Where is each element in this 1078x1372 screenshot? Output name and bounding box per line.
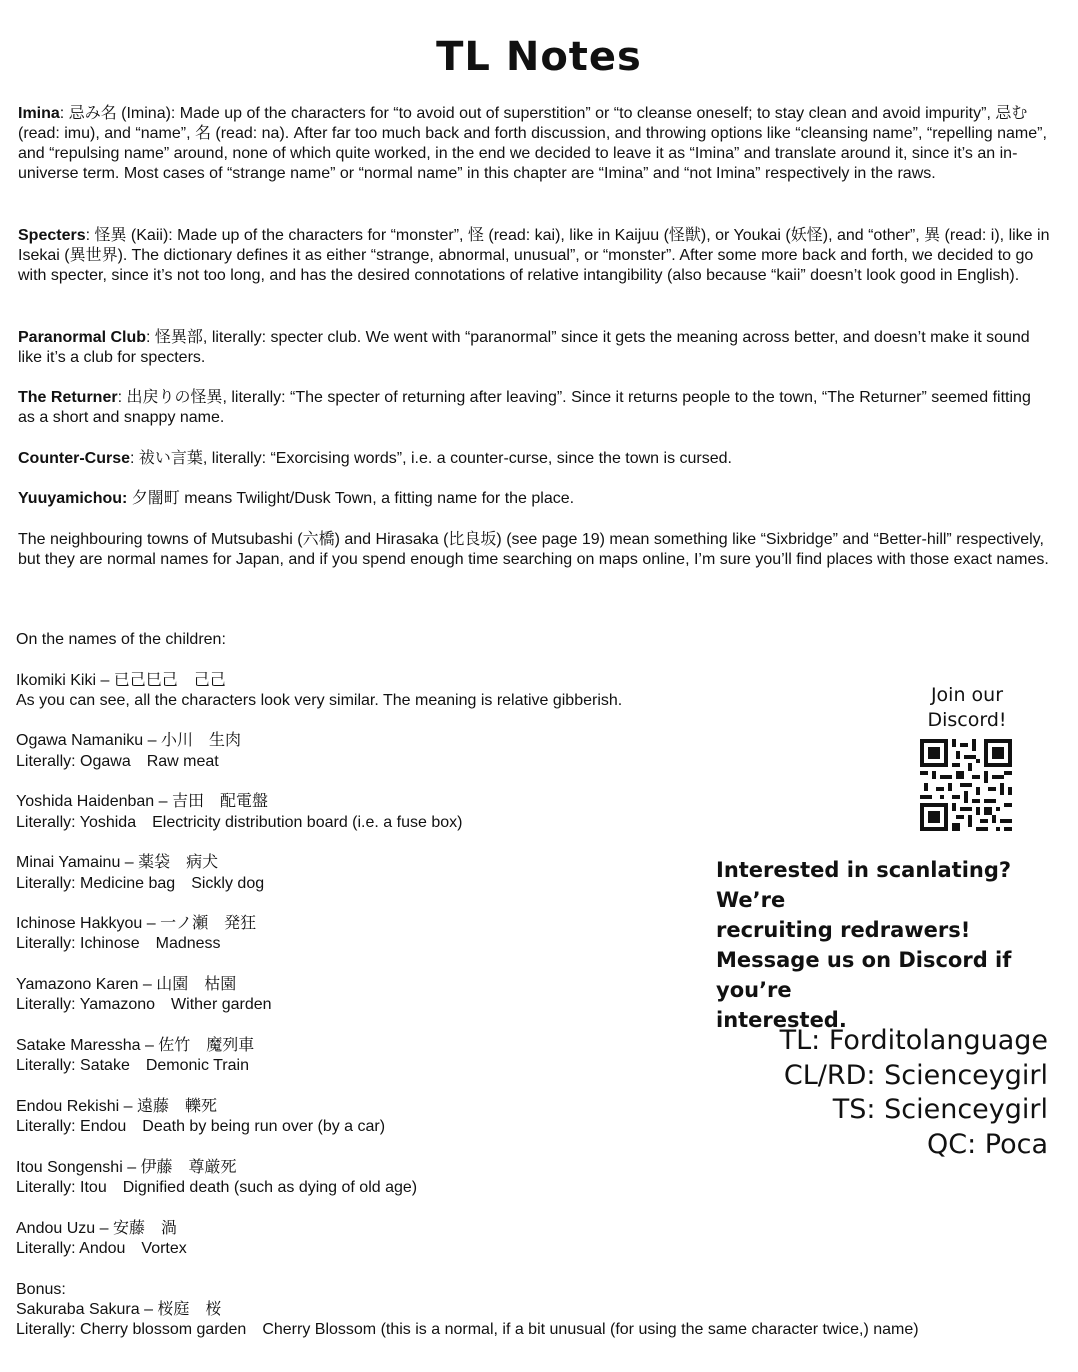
note-the-returner <box>18 388 1050 428</box>
child-name: Ikomiki Kiki – 已己巳己 己己 <box>16 671 226 689</box>
recruit-line: Message us on Discord if you’re <box>716 948 1012 1002</box>
recruit-line: Interested in scanlating? We’re <box>716 858 1012 912</box>
child-meaning: Literally: Satake Demonic Train <box>16 1057 249 1075</box>
child-entry <box>16 731 716 772</box>
child-entry <box>16 975 716 1016</box>
note-yuuyamichou <box>18 489 1050 509</box>
child-entry <box>16 914 716 955</box>
discord-line: Join our <box>930 684 1004 706</box>
note-text: : 怪異 (Kaii): Made up of the characters for “monster”, 怪 (read: kai), like in Kaijuu (怪獣), or Youkai (妖怪), and “other”, 異 (read: i), like in Isekai (異世界). The dictionary defines it as either “strange, abnormal, unusual”, or “monster”. After some more back and forth, we decided to go with specter, since it’s not too long, and has the desired connotations of relative intangibility (also because “kaii” doesn’t look good in English). <box>18 227 1050 284</box>
recruitment-message <box>716 855 1066 1035</box>
child-entry <box>16 792 716 833</box>
child-meaning: Literally: Ichinose Madness <box>16 935 221 953</box>
child-entry <box>16 1219 716 1260</box>
note-paranormal-club <box>18 328 1050 368</box>
child-entry <box>16 1036 716 1077</box>
child-entry <box>16 853 716 894</box>
note-term: Specters <box>18 227 86 244</box>
note-term: Yuuyamichou: <box>18 490 128 507</box>
child-meaning: As you can see, all the characters look very similar. The meaning is relative gibberish. <box>16 691 623 709</box>
note-text: : 怪異部, literally: specter club. We went with “paranormal” since it gets the meaning across better, and doesn’t make it sound like it’s a club for specters. <box>18 329 1030 366</box>
child-meaning: Literally: Ogawa Raw meat <box>16 752 219 770</box>
note-text: 夕闇町 means Twilight/Dusk Town, a fitting name for the place. <box>127 490 575 507</box>
note-specters <box>18 226 1050 286</box>
child-name: Minai Yamainu – 薬袋 病犬 <box>16 854 219 872</box>
child-name: Yamazono Karen – 山園 枯園 <box>16 976 237 994</box>
child-name: Endou Rekishi – 遠藤 轢死 <box>16 1097 217 1115</box>
discord-line: Discord! <box>927 709 1007 731</box>
child-name: Itou Songenshi – 伊藤 尊厳死 <box>16 1158 237 1176</box>
recruit-line: recruiting redrawers! <box>716 918 971 942</box>
child-name: Ichinose Hakkyou – 一ノ瀬 発狂 <box>16 915 257 933</box>
credits <box>780 1024 1048 1162</box>
note-text: : 出戻りの怪異, literally: “The specter of returning after leaving”. Since it returns people to the town, “The Returner” seemed fitting as a short and snappy name. <box>18 389 1031 426</box>
qr-code-icon[interactable] <box>920 739 1012 831</box>
child-meaning: Literally: Yoshida Electricity distribution board (i.e. a fuse box) <box>16 813 463 831</box>
note-neighbouring-towns <box>18 530 1050 570</box>
note-imina <box>18 104 1050 184</box>
child-entry <box>16 671 716 712</box>
credit-cleaner-redrawer: CL/RD: Scienceygirl <box>783 1059 1048 1091</box>
note-text: The neighbouring towns of Mutsubashi (六橋) and Hirasaka (比良坂) (see page 19) mean something like “Sixbridge” and “Better-hill” respectively, but they are normal names for Japan, and if you spend enough time searching on maps online, I’m sure you’ll find places with those exact names. <box>18 531 1049 568</box>
child-meaning: Literally: Medicine bag Sickly dog <box>16 874 265 892</box>
page-title: TL Notes <box>436 34 642 80</box>
note-text: : 忌み名 (Imina): Made up of the characters for “to avoid out of superstition” or “to cleanse oneself; to stay clean and avoid impurity”, 忌む (read: imu), and “name”, 名 (read: na). After far too much back and forth discussion, and throwing options like “cleansing name”, “repelling name”, and “repulsing name” around, none of which quite worked, in the end we decided to leave it as “Imina” and translate around it, since it’s an in-universe term. Most cases of “strange name” or “normal name” in this chapter are “Imina” and “not Imina” respectively in the raws. <box>18 105 1047 182</box>
child-entry <box>16 1158 716 1199</box>
note-text: : 祓い言葉, literally: “Exorcising words”, i.e. a counter-curse, since the town is cursed. <box>130 450 732 467</box>
credit-quality-check: QC: Poca <box>926 1128 1048 1160</box>
note-term: The Returner <box>18 389 118 406</box>
child-meaning: Literally: Andou Vortex <box>16 1239 187 1257</box>
credit-translator: TL: Forditolanguage <box>779 1025 1048 1056</box>
child-name: Yoshida Haidenban – 吉田 配電盤 <box>16 793 268 811</box>
child-meaning: Literally: Itou Dignified death (such as dying of old age) <box>16 1179 418 1197</box>
note-term: Imina <box>18 105 60 122</box>
child-name: Ogawa Namaniku – 小川 生肉 <box>16 732 241 750</box>
child-name: Andou Uzu – 安藤 渦 <box>16 1219 177 1237</box>
child-meaning: Literally: Cherry blossom garden Cherry Blossom (this is a normal, if a bit unusual (for using the same character twice,) name) <box>16 1321 919 1339</box>
child-entry <box>16 1097 716 1138</box>
children-intro: On the names of the children: <box>16 631 226 648</box>
child-meaning: Literally: Endou Death by being run over (by a car) <box>16 1118 386 1136</box>
note-term: Paranormal Club <box>18 329 147 346</box>
child-name: Satake Maressha – 佐竹 魔列車 <box>16 1036 255 1054</box>
recruit-line: interested. <box>716 1008 847 1032</box>
credit-typesetter: TS: Scienceygirl <box>832 1094 1048 1125</box>
child-meaning: Literally: Yamazono Wither garden <box>16 996 272 1014</box>
bonus-label: Bonus: <box>16 1280 66 1298</box>
note-term: Counter-Curse <box>18 450 131 467</box>
discord-invite-text <box>906 683 1028 733</box>
bonus-entry <box>16 1280 919 1341</box>
note-counter-curse <box>18 449 1050 469</box>
child-name: Sakuraba Sakura – 桜庭 桜 <box>16 1300 222 1318</box>
